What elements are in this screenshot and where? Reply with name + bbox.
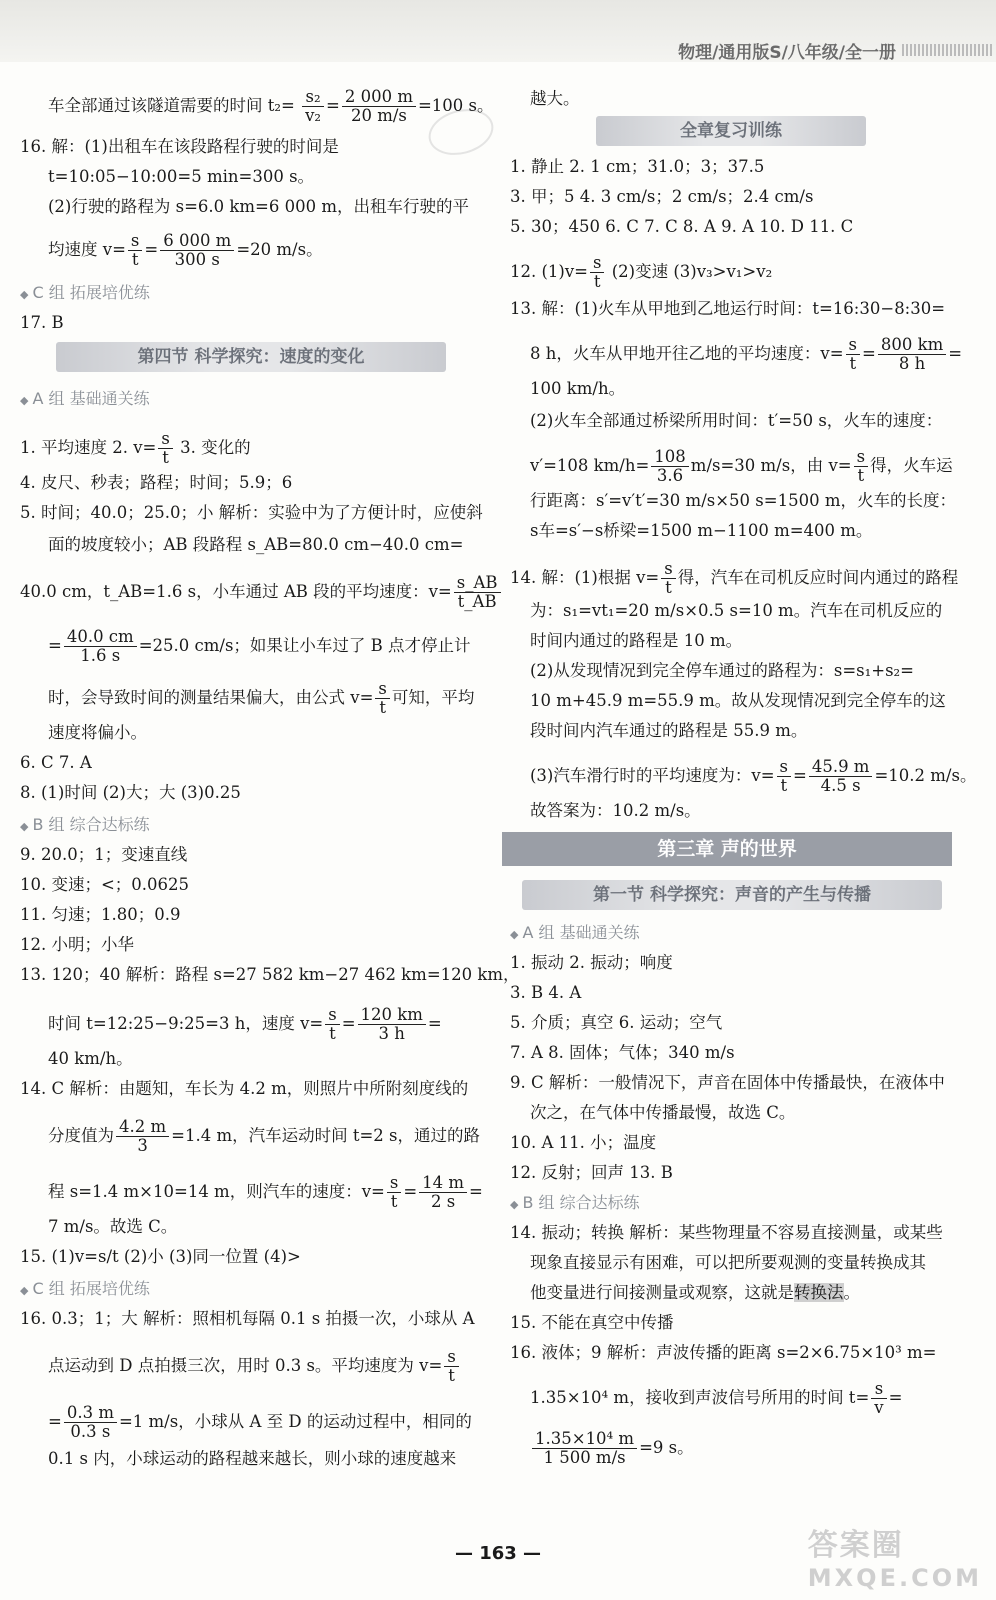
text: = (48, 636, 62, 655)
fraction (325, 1006, 339, 1043)
text: 车全部通过该隧道需要的时间 t₂= (48, 96, 295, 115)
text: =1 m/s，小球从 A 至 D 的运动过程中，相同的 (118, 1412, 472, 1431)
denominator: t (390, 1192, 398, 1211)
numerator: 6 000 m (160, 232, 234, 251)
fraction (419, 1174, 467, 1211)
denominator: t (329, 1024, 336, 1043)
text: 3. 变化的 (174, 438, 251, 457)
numerator: s (590, 254, 604, 273)
text: = (341, 1014, 356, 1033)
text: (3)汽车滑行时的平均速度为：v= (530, 766, 775, 785)
fraction (854, 448, 868, 485)
fraction (809, 758, 873, 795)
text: 。 (843, 1283, 860, 1302)
denominator: 4.5 s (820, 776, 861, 795)
numerator: 2 000 m (342, 88, 416, 107)
diamond-icon: ◆ (510, 1198, 519, 1211)
numerator: 4.2 m (116, 1118, 169, 1137)
text: 他变量进行间接测量或观察，这就是 (530, 1283, 794, 1302)
numerator: s (661, 560, 675, 579)
text: C 组 拓展培优练 (32, 1279, 150, 1298)
answer-9: 9. 20.0；1；变速直线 (20, 845, 188, 864)
text: A 组 基础通关练 (522, 923, 640, 942)
text: = (403, 1182, 418, 1201)
denominator: t (593, 272, 601, 291)
text: =20 m/s。 (236, 240, 323, 259)
text: =1.4 m，汽车运动时间 t=2 s，通过的路 (171, 1126, 481, 1145)
denominator: t (379, 698, 386, 717)
denominator: t (665, 578, 672, 597)
answer-3: 3. B 4. A (510, 983, 582, 1002)
text-line (48, 88, 494, 125)
text: B 组 综合达标练 (522, 1193, 640, 1212)
text-line: 为：s₁=vt₁=20 m/s×0.5 s=10 m。汽车在司机反应的 (530, 601, 943, 620)
numerator: 800 km (878, 336, 946, 355)
numerator: s_AB (454, 574, 501, 593)
denominator: 2 s (430, 1192, 456, 1211)
fraction (158, 430, 172, 467)
fraction (342, 88, 416, 125)
answer-1: 1. 振动 2. 振动；响度 (510, 953, 673, 972)
text-line: 40 km/h。 (48, 1049, 133, 1068)
denominator: t (857, 466, 865, 485)
text: = (862, 344, 876, 363)
text: 1.35×10⁴ m，接收到声波信号所用的时间 t= (530, 1388, 870, 1407)
denominator: 1.6 s (80, 646, 121, 665)
text-line: 10 m+45.9 m=55.9 m。故从发现情况到完全停车的这 (530, 691, 946, 710)
denominator: t (849, 354, 857, 373)
denominator: 3 (137, 1136, 148, 1155)
text-line (530, 448, 953, 485)
text: =25.0 cm/s；如果让小车过了 B 点才停止计 (138, 636, 471, 655)
section-banner: 全章复习训练 (596, 116, 866, 146)
fraction (454, 574, 501, 611)
watermark-logo (808, 1520, 982, 1592)
text: 程 s=1.4 m×10=14 m，则汽车的速度：v= (48, 1182, 385, 1201)
page-header (0, 0, 996, 62)
answer-10: 10. 变速；<；0.0625 (20, 875, 190, 894)
watermark-text: 答案圈 (807, 1528, 904, 1563)
text: = (144, 240, 159, 259)
fraction (871, 1380, 886, 1417)
denominator: v₂ (305, 106, 322, 125)
section-banner: 第四节 科学探究：速度的变化 (56, 342, 446, 372)
text-line: 100 km/h。 (530, 379, 626, 398)
denominator: 300 s (174, 250, 220, 269)
text-line: 面的坡度较小；AB 段路程 s_AB=80.0 cm−40.0 cm= (48, 535, 464, 554)
numerator: s (387, 1174, 401, 1193)
answer-14: 14. 振动；转换 解析：某些物理量不容易直接测量，或某些 (510, 1223, 943, 1242)
text-line (48, 232, 323, 269)
text-line: 现象直接显示有困难，可以把所要观测的变量转换成其 (530, 1253, 926, 1272)
numerator: s (375, 680, 389, 699)
numerator: 40.0 cm (64, 628, 137, 647)
numerator: s (846, 336, 860, 355)
text: =100 s。 (417, 96, 494, 115)
numerator: s₂ (302, 88, 324, 107)
text-line: 7 m/s。故选 C。 (48, 1217, 178, 1236)
numerator: s (158, 430, 172, 449)
text-line (530, 1282, 860, 1304)
text-line: (2)火车全部通过桥梁所用时间：t′=50 s，火车的速度： (530, 411, 943, 430)
answer-11: 11. 匀速；1.80；0.9 (20, 905, 181, 924)
group-label-b (510, 1192, 640, 1216)
numerator: s (854, 448, 868, 467)
text-line (530, 758, 976, 795)
answer-16b: 16. 0.3；1；大 解析：照相机每隔 0.1 s 拍摄一次，小球从 A (20, 1309, 475, 1328)
answer-7: 7. A 8. 固体；气体；340 m/s (510, 1043, 735, 1062)
group-label-b (20, 814, 150, 838)
highlighted-term: 转换法 (794, 1283, 844, 1302)
group-label-c (20, 282, 150, 306)
text-line: 段时间内汽车通过的路程是 55.9 m。 (530, 721, 808, 740)
text-line: 行距离：s′=v′t′=30 m/s×50 s=1500 m，火车的长度： (530, 491, 956, 510)
text: = (469, 1182, 483, 1201)
text: = (427, 1014, 442, 1033)
text: (2)变速 (3)v₃>v₁>v₂ (606, 262, 773, 281)
book-title: 物理/通用版S/八年级/全一册 (678, 43, 896, 63)
text: = (48, 1412, 62, 1431)
text-line: (2)从发现情况到完全停车通过的路程为：s=s₁+s₂= (530, 661, 914, 680)
denominator: t (780, 776, 788, 795)
fraction (661, 560, 675, 597)
answer-5: 5. 介质；真空 6. 运动；空气 (510, 1013, 723, 1032)
section-banner: 第一节 科学探究：声音的产生与传播 (522, 880, 942, 910)
answer-1: 1. 静止 2. 1 cm；31.0；3；37.5 (510, 157, 765, 176)
denominator: t (448, 1366, 455, 1385)
numerator: 45.9 m (809, 758, 873, 777)
text: 得，火车运 (870, 456, 953, 475)
text-line: 故答案为：10.2 m/s。 (530, 801, 701, 820)
fraction (444, 1348, 458, 1385)
fraction (358, 1006, 426, 1043)
answer-13: 13. 解：(1)火车从甲地到乙地运行时间：t=16:30−8:30= (510, 299, 946, 318)
text: =10.2 m/s。 (874, 766, 977, 785)
text: 1. 平均速度 2. v= (20, 438, 157, 457)
fraction (64, 628, 137, 665)
text-line (48, 1006, 442, 1043)
denominator: 3.6 (656, 466, 684, 485)
answer-15: 15. 不能在真空中传播 (510, 1313, 674, 1332)
denominator: 20 m/s (350, 106, 407, 125)
numerator: 14 m (419, 1174, 467, 1193)
text-line (48, 1118, 480, 1155)
answer-15: 15. (1)v=s/t (2)小 (3)同一位置 (4)> (20, 1247, 301, 1266)
answer-16: 16. 解：(1)出租车在该段路程行驶的时间是 (20, 137, 339, 156)
numerator: s (444, 1348, 458, 1367)
text: 时，会导致时间的测量结果偏大，由公式 v= (48, 688, 374, 707)
numerator: 0.3 m (64, 1404, 117, 1423)
text-line (48, 1404, 472, 1441)
text-line (48, 680, 474, 717)
denominator: v (874, 1398, 884, 1417)
answer-1 (20, 430, 251, 467)
header-decoration (902, 44, 992, 56)
text: v′=108 km/h= (530, 456, 650, 475)
fraction (590, 254, 604, 291)
fraction (651, 448, 689, 485)
text: 40.0 cm，t_AB=1.6 s，小车通过 AB 段的平均速度：v= (20, 582, 452, 601)
answer-12: 12. 小明；小华 (20, 935, 134, 954)
chapter-heading: 第三章 声的世界 (502, 832, 952, 866)
text: 均速度 v= (48, 240, 126, 259)
fraction (777, 758, 791, 795)
diamond-icon: ◆ (20, 288, 29, 301)
text-line (20, 574, 503, 611)
text: = (793, 766, 807, 785)
group-label-a (510, 922, 640, 946)
text: 14. 解：(1)根据 v= (510, 568, 660, 587)
denominator: t_AB (457, 592, 497, 611)
numerator: s (128, 232, 142, 251)
answer-5: 5. 时间；40.0；25.0；小 解析：实验中为了方便计时，应使斜 (20, 503, 483, 522)
watermark-url: MXQE.COM (807, 1564, 982, 1592)
text: = (326, 96, 340, 115)
answer-14 (510, 560, 958, 597)
text-line (530, 336, 962, 373)
fraction (375, 680, 389, 717)
text: = (948, 344, 963, 363)
answer-4: 4. 皮尺、秒表；路程；时间；5.9；6 (20, 473, 293, 492)
text: 时间 t=12:25−9:25=3 h，速度 v= (48, 1014, 324, 1033)
numerator: 108 (651, 448, 689, 467)
answer-16: 16. 液体；9 解析：声波传播的距离 s=2×6.75×10³ m= (510, 1343, 937, 1362)
fraction (878, 336, 946, 373)
text: 点运动到 D 点拍摄三次，用时 0.3 s。平均速度为 v= (48, 1356, 443, 1375)
text-line (48, 628, 471, 665)
group-label-c (20, 1278, 150, 1302)
text-line (48, 1174, 483, 1211)
answer-12: 12. 反射；回声 13. B (510, 1163, 673, 1182)
fraction (387, 1174, 401, 1211)
text-line: 越大。 (530, 89, 580, 108)
answer-14: 14. C 解析：由题知，车长为 4.2 m，则照片中所附刻度线的 (20, 1079, 469, 1098)
text: A 组 基础通关练 (32, 389, 150, 408)
denominator: 8 h (898, 354, 926, 373)
fraction (532, 1430, 637, 1467)
diamond-icon: ◆ (510, 928, 519, 941)
text: 8 h，火车从甲地开往乙地的平均速度：v= (530, 344, 844, 363)
diamond-icon: ◆ (20, 394, 29, 407)
numerator: 1.35×10⁴ m (532, 1430, 637, 1449)
text: 分度值为 (48, 1126, 114, 1145)
diamond-icon: ◆ (20, 1284, 29, 1297)
text: 得，汽车在司机反应时间内通过的路程 (677, 568, 959, 587)
answer-5: 5. 30；450 6. C 7. C 8. A 9. A 10. D 11. C (510, 217, 854, 236)
text-line: 时间内通过的路程是 10 m。 (530, 631, 743, 650)
numerator: s (777, 758, 791, 777)
denominator: t (162, 448, 169, 467)
numerator: s (325, 1006, 339, 1025)
text: m/s=30 m/s，由 v= (690, 456, 852, 475)
text-line: 速度将偏小。 (48, 723, 147, 742)
page-number: — 163 — (454, 1543, 542, 1564)
text: 12. (1)v= (510, 262, 589, 281)
answer-17: 17. B (20, 313, 64, 332)
text: C 组 拓展培优练 (32, 283, 150, 302)
text: B 组 综合达标练 (32, 815, 150, 834)
fraction (64, 1404, 117, 1441)
fraction (302, 88, 324, 125)
answer-12 (510, 254, 772, 291)
numerator: s (871, 1380, 886, 1399)
text-line: t=10:05−10:00=5 min=300 s。 (48, 167, 315, 186)
denominator: 3 h (378, 1024, 405, 1043)
fraction (846, 336, 860, 373)
text-line: (2)行驶的路程为 s=6.0 km=6 000 m，出租车行驶的平 (48, 197, 469, 216)
answer-9: 9. C 解析：一般情况下，声音在固体中传播最快，在液体中 (510, 1073, 945, 1092)
answer-8: 8. (1)时间 (2)大；大 (3)0.25 (20, 783, 241, 802)
answer-13: 13. 120；40 解析：路程 s=27 582 km−27 462 km=120 km， (20, 965, 520, 984)
text-line: 次之，在气体中传播最慢，故选 C。 (530, 1103, 796, 1122)
text-line: s车=s′−s桥梁=1500 m−1100 m=400 m。 (530, 521, 873, 540)
text: =9 s。 (639, 1438, 694, 1457)
text-line (48, 1348, 461, 1385)
answer-10: 10. A 11. 小；温度 (510, 1133, 657, 1152)
text-line (530, 1430, 694, 1467)
denominator: 1 500 m/s (543, 1448, 626, 1467)
text-line: 0.1 s 内，小球运动的路程越来越长，则小球的速度越来 (48, 1449, 457, 1468)
group-label-a (20, 388, 150, 412)
fraction (128, 232, 142, 269)
fraction (116, 1118, 169, 1155)
text: 可知，平均 (391, 688, 475, 707)
answer-6: 6. C 7. A (20, 753, 92, 772)
answer-3: 3. 甲；5 4. 3 cm/s；2 cm/s；2.4 cm/s (510, 187, 814, 206)
denominator: t (131, 250, 139, 269)
text-line (530, 1380, 902, 1417)
denominator: 0.3 s (70, 1422, 111, 1441)
diamond-icon: ◆ (20, 820, 29, 833)
fraction (160, 232, 234, 269)
numerator: 120 km (358, 1006, 426, 1025)
text: = (888, 1388, 903, 1407)
